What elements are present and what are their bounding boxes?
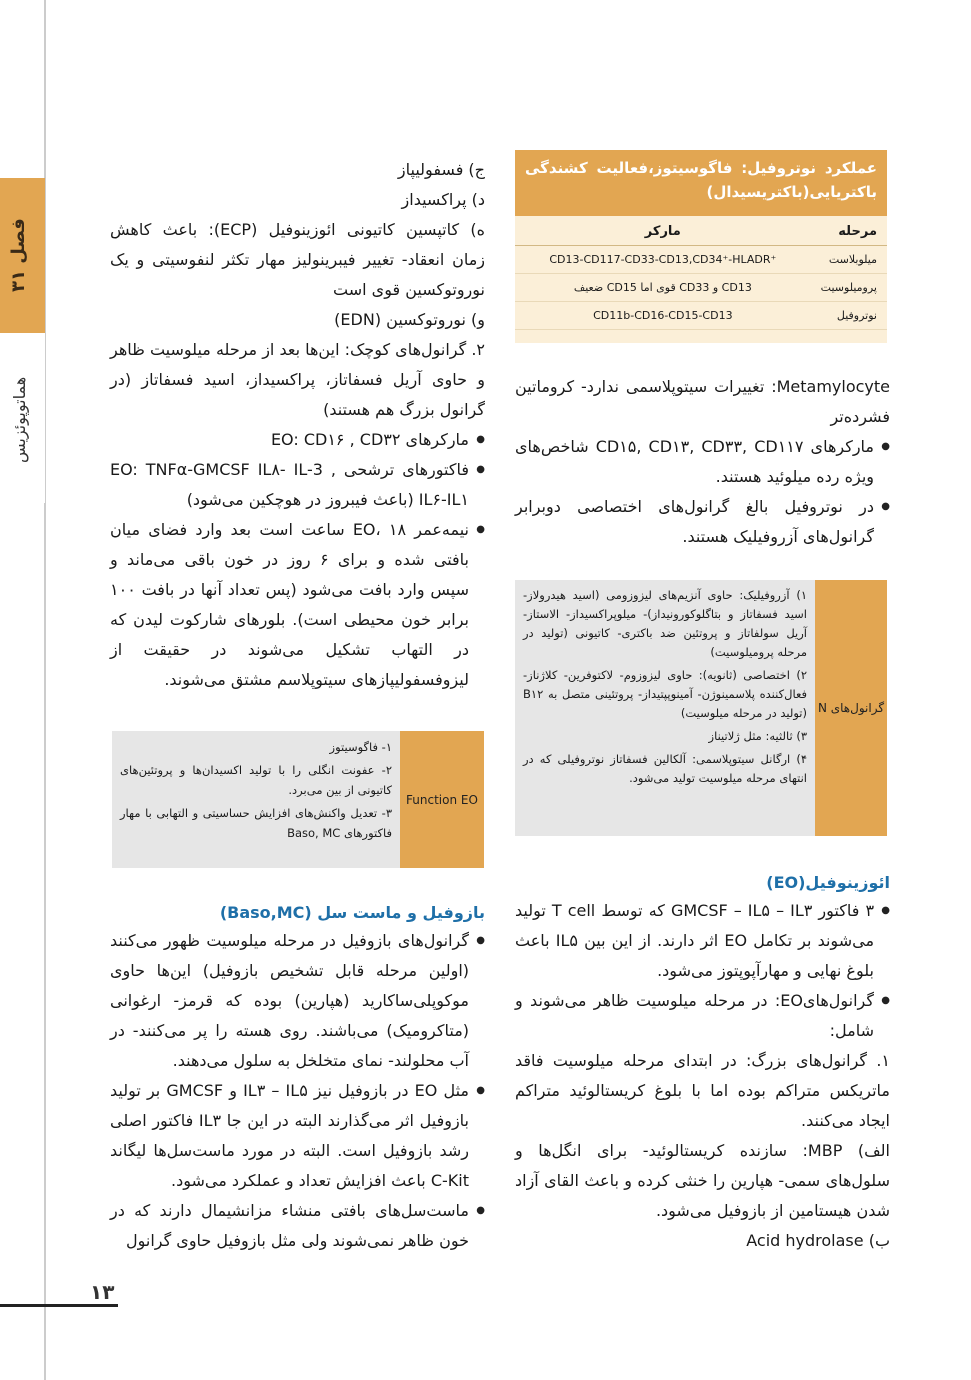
stage-cell: پرومیلوسیت xyxy=(811,274,887,302)
marker-table xyxy=(515,216,887,330)
eosinophil-function-box xyxy=(112,731,484,868)
list-item: ● مارکرهای CD۱۵, CD۱۳, CD۳۳, CD۱۱۷ شاخص‌های ویژه رده میلوئید هستند. xyxy=(515,432,890,492)
right-column-upper xyxy=(515,372,890,552)
col-stage: مرحله xyxy=(811,216,887,246)
granule-item: ۲) اختصاصی (ثانویه): حاوی لیزوزوم- لاکتوفرین- کلاژناز- فعال‌کننده پلاسمینوژن- آمینوپپتیداز- پروتئینی متصل به B۱۲ (تولید در مرحله میلوسیت) xyxy=(523,668,807,720)
table-row xyxy=(515,302,887,330)
basophil-bullets xyxy=(110,926,485,1256)
marker-cell: CD11b-CD16-CD15-CD13 xyxy=(515,302,811,330)
granule-item: ۴) ارگانل سیتوپلاسمی: آلکالین فسفاتاز نوتروفیلی که در انتهای مرحله میلوسیت تولید می‌شود. xyxy=(523,752,807,785)
stage-cell: میلوبلاست xyxy=(811,246,887,274)
large-granules-item: ۱. گرانول‌های بزرگ: در ابتدای مرحله میلوسیت فاقد ماتریکس متراکم بوده اما با بلوغ کریستالوئید متراکم ایجاد می‌کنند. xyxy=(515,1051,890,1130)
eosinophil-section xyxy=(515,870,890,1256)
eosinophil-more-bullets xyxy=(110,425,485,695)
neutrophil-bullets xyxy=(515,432,890,552)
topic-label: هماتوپوئزیس xyxy=(10,376,29,464)
eosinophil-bullets xyxy=(515,896,890,1046)
neutrophil-granules-box xyxy=(515,580,887,836)
function-item: ۲- عفونت انگلی را با تولید اکسیدان‌ها و پروتئین‌های کاتیونی از بین می‌برد. xyxy=(120,763,392,797)
function-body xyxy=(112,731,400,868)
marker-table-header xyxy=(515,216,887,246)
list-item: ● گرانول‌های بازوفیل در مرحله میلوسیت ظهور می‌کنند (اولین مرحله قابل تشخیص بازوفیل) این‌ها حاوی موکوپلی‌ساکارید (هپارین) بوده که قرمز- ارغوانی (متاکرومیک) می‌باشند. روی هسته را پر می‌کنند- در آب محلولند- نمای متخلخل به سلول می‌دهند. xyxy=(110,926,485,1076)
phospholipase-item: ج) فسفولیپاز xyxy=(397,160,485,179)
list-item: ● ۳ فاکتور GMCSF – IL۵ – IL۳ که توسط T cell تولید می‌شوند بر تکامل EO اثر دارند. از این بین IL۵ باعث بلوغ نهایی و مهارآپوپتوز می‌شود. xyxy=(515,896,890,986)
edn-item: و) نوروتوکسین (EDN) xyxy=(334,310,485,329)
list-item: ● نیمه‌عمر EO، ۱۸ ساعت است بعد وارد فضای میان بافتی شده و برای ۶ روز در خون باقی می‌ماند و سپس وارد بافت می‌شود (پس تعداد آنها در بافت ۱۰۰ برابر خون محیطی است). بلورهای شارکوت لیدن که در التهاب تشکیل می‌شوند در حقیقت از لیزوفسفولیپازهای سیتوپلاسم مشتق می‌شوند. xyxy=(110,515,485,695)
marker-cell: CD13-CD117-CD33-CD13,CD34⁺-HLADR⁺ xyxy=(515,246,811,274)
eosinophil-heading: ائوزینوفیل(EO) xyxy=(766,873,890,892)
list-item: ● در نوتروفیل بالغ گرانول‌های اختصاصی دوبرابر گرانول‌های آزروفیلیک هستند. xyxy=(515,492,890,552)
chapter-label: فصل ۳۱ xyxy=(8,218,29,292)
table-row xyxy=(515,274,887,302)
function-item: ۱- فاگوسیتوز xyxy=(329,740,392,754)
granules-body xyxy=(515,580,815,836)
function-label: Function EO xyxy=(400,731,484,868)
list-item: ● مارکرهای EO: CD۱۶ , CD۳۲ xyxy=(110,425,485,455)
ecp-item: ه) کاتپسین کاتیونی ائوزینوفیل (ECP): باعث کاهش زمان انعقاد- تغییر فیبرینولیز مهار تکثر لنفوسیتی و یک نوروتوکسین قوی است xyxy=(110,220,485,299)
marker-box-title: عملکرد نوتروفیل: فاگوسیتوز،فعالیت کشندگی باکتریایی(باکتریسیدال) xyxy=(515,150,887,216)
page-number: ۱۳ xyxy=(90,1280,115,1304)
small-granules-item: ۲. گرانول‌های کوچک: این‌ها بعد از مرحله میلوسیت ظاهر و حاوی آریل فسفاتاز، پراکسیداز، اسید فسفاتاز (در گرانول بزرگ هم هستند) xyxy=(110,340,485,419)
list-item: ● فاکتورهای ترشحی EO: TNFα-GMCSF IL۸- IL-3 , IL۶-IL۱ (باعث فیبروز در هوچکین می‌شود) xyxy=(110,455,485,515)
basophil-heading: بازوفیل و ماست سل (Baso,MC) xyxy=(219,903,485,922)
col-marker: مارکر xyxy=(515,216,811,246)
left-column-upper xyxy=(110,155,485,695)
granule-item: ۳) ثالثیه: مثل ژلاتیناز xyxy=(708,729,807,743)
peroxidase-item: د) پراکسیداز xyxy=(401,190,485,209)
footer-rule xyxy=(0,1304,118,1307)
list-item: ● مثل EO در بازوفیل نیز IL۳ – IL۵ و GMCSF بر تولید بازوفیل اثر می‌گذارند البته در این جا IL۳ فاکتور اصلی رشد بازوفیل است. البته در مورد ماست‌سل‌ها لیگاند C-Kit باعث افزایش تعداد و عملکرد می‌شود. xyxy=(110,1076,485,1196)
basophil-section xyxy=(110,900,485,1256)
list-item: ● گرانول‌هایEO: در مرحله میلوسیت ظاهر می‌شوند و شامل: xyxy=(515,986,890,1046)
granules-label: گرانول‌های N xyxy=(815,580,887,836)
marker-cell: CD13 و CD33 قوی اما CD15 ضعیف xyxy=(515,274,811,302)
list-item: ● ماست‌سل‌های بافتی منشاء مزانشیمال دارند که در خون ظاهر نمی‌شوند ولی مثل بازوفیل حاوی گرانول xyxy=(110,1196,485,1256)
neutrophil-marker-box xyxy=(515,150,887,343)
granule-item: ۱) آزروفیلیک: حاوی آنزیم‌های لیزوزومی (اسید هیدرولاز- اسید فسفاتاز و بتاگلوکورونیداز)- میلوپراکسیداز- الاستاز- آریل سولفاتاز و پروتئین ضد باکتری- کاتیونی (تولید در مرحله پرومیلوسیت) xyxy=(523,588,807,659)
table-row xyxy=(515,246,887,274)
function-item: ۳- تعدیل واکنش‌های افزایش حساسیتی و التهابی با مهار فاکتورهای Baso, MC xyxy=(120,806,392,840)
acid-hydrolase-item: ب) Acid hydrolase xyxy=(746,1231,890,1250)
mbp-item: الف) MBP: سازنده کریستالوئید- برای انگل‌ها و سلول‌های سمی- هپارین را خنثی کرده و باعث القای آزاد شدن هیستامین از بازوفیل می‌شود. xyxy=(515,1141,890,1220)
stage-cell: نوتروفیل xyxy=(811,302,887,330)
metamyelocyte-text: Metamylocyte: تغییرات سیتوپلاسمی ندارد- کروماتین فشرده‌تر xyxy=(515,377,890,426)
